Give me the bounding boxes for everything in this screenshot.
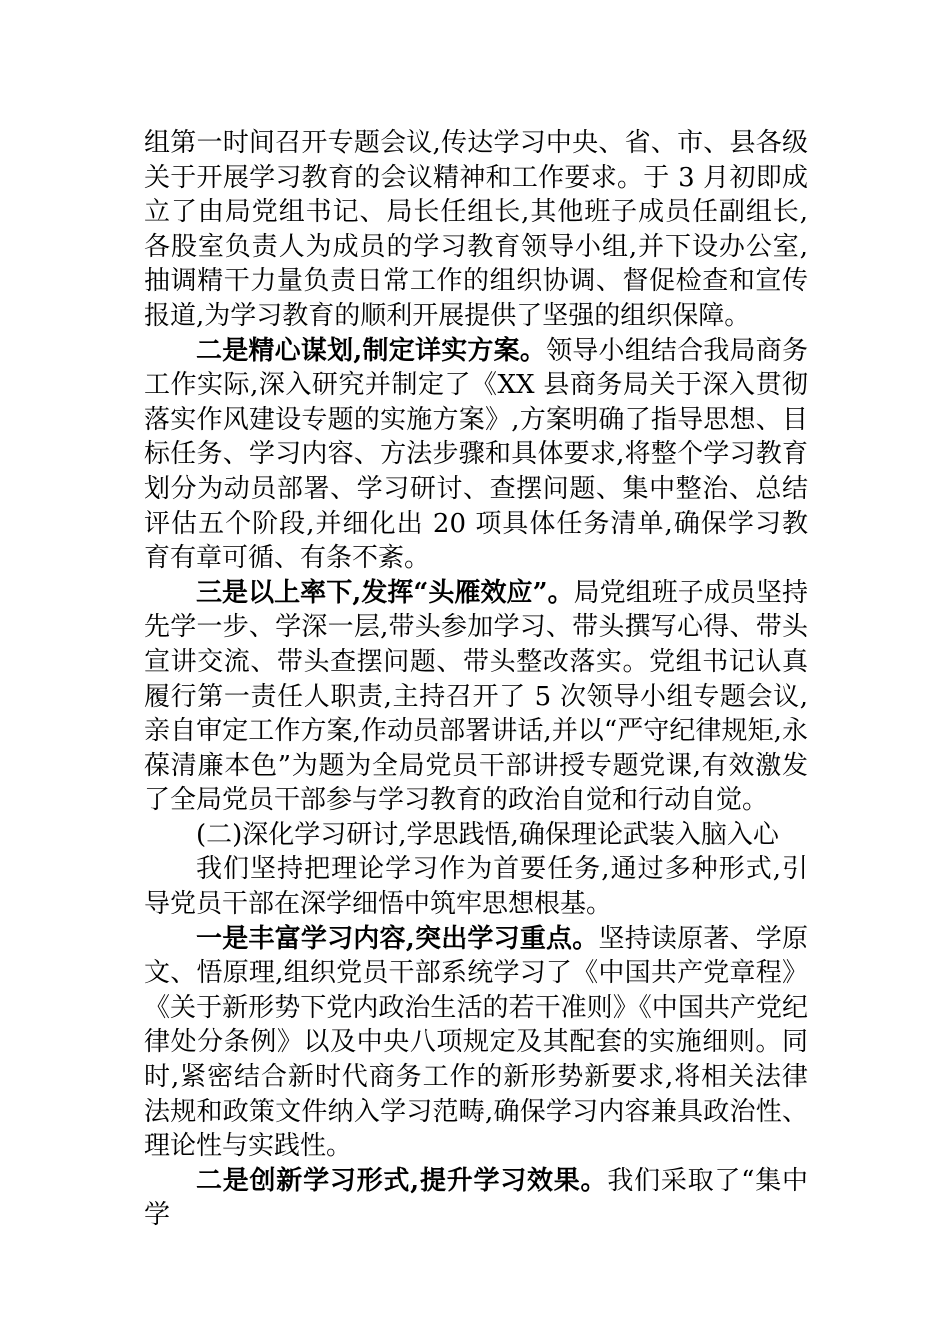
paragraph-text: 组第一时间召开专题会议,传达学习中央、省、市、县各级关于开展学习教育的会议精神和工作要求。于 3 月初即成立了由局党组书记、局长任组长,其他班子成员任副组长,各股室负责人为成员的学习教育领导小组,并下设办公室,抽调精干力量负责日常工作的组织协调、督促检查和宣传报道,为学习教育的顺利开展提供了坚强的组织保障。: [144, 128, 808, 331]
paragraph-text: 领导小组结合我局商务工作实际,深入研究并制定了《XX 县商务局关于深入贯彻落实作风建设专题的实施方案》,方案明确了指导思想、目标任务、学习内容、方法步骤和具体要求,将整个学习教育划分为动员部署、学习研讨、查摆问题、集中整治、总结评估五个阶段,并细化出 20 项具体任务清单,确保学习教育有章可循、有条不紊。: [144, 335, 808, 574]
paragraph-text: 我们采取了“集中学: [144, 1165, 808, 1231]
paragraph-lead: 三是以上率下,发挥“头雁效应”。: [196, 577, 574, 608]
paragraph-study-content: [144, 922, 808, 1164]
paragraph-careful-planning: [144, 334, 808, 576]
paragraph-text: 坚持读原著、学原文、悟原理,组织党员干部系统学习了《中国共产党章程》《关于新形势下党内政治生活的若干准则》《中国共产党纪律处分条例》以及中央八项规定及其配套的实施细则。同时,紧密结合新时代商务工作的新形势新要求,将相关法律法规和政策文件纳入学习范畴,确保学习内容兼具政治性、理论性与实践性。: [144, 923, 808, 1162]
paragraph-study-format: [144, 1164, 808, 1233]
paragraph-theory-study: [144, 852, 808, 921]
section-heading-study-discussion: [144, 818, 808, 853]
paragraph-lead: 二是创新学习形式,提升学习效果。: [196, 1165, 608, 1196]
paragraph-lead: 一是丰富学习内容,突出学习重点。: [196, 923, 599, 954]
paragraph-organization-leadership: [144, 126, 808, 334]
paragraph-lead: 二是精心谋划,制定详实方案。: [196, 335, 547, 366]
paragraph-lead-by-example: [144, 576, 808, 818]
paragraph-text: (二)深化学习研讨,学思践悟,确保理论武装入脑入心: [196, 819, 779, 850]
document-body: [144, 126, 808, 1233]
paragraph-text: 局党组班子成员坚持先学一步、学深一层,带头参加学习、带头撰写心得、带头宣讲交流、带头查摆问题、带头整改落实。党组书记认真履行第一责任人职责,主持召开了 5 次领导小组专题会议,亲自审定工作方案,作动员部署讲话,并以“严守纪律规矩,永葆清廉本色”为题为全局党员干部讲授专题党课,有效激发了全局党员干部参与学习教育的政治自觉和行动自觉。: [144, 577, 808, 816]
paragraph-text: 我们坚持把理论学习作为首要任务,通过多种形式,引导党员干部在深学细悟中筑牢思想根基。: [144, 854, 808, 920]
